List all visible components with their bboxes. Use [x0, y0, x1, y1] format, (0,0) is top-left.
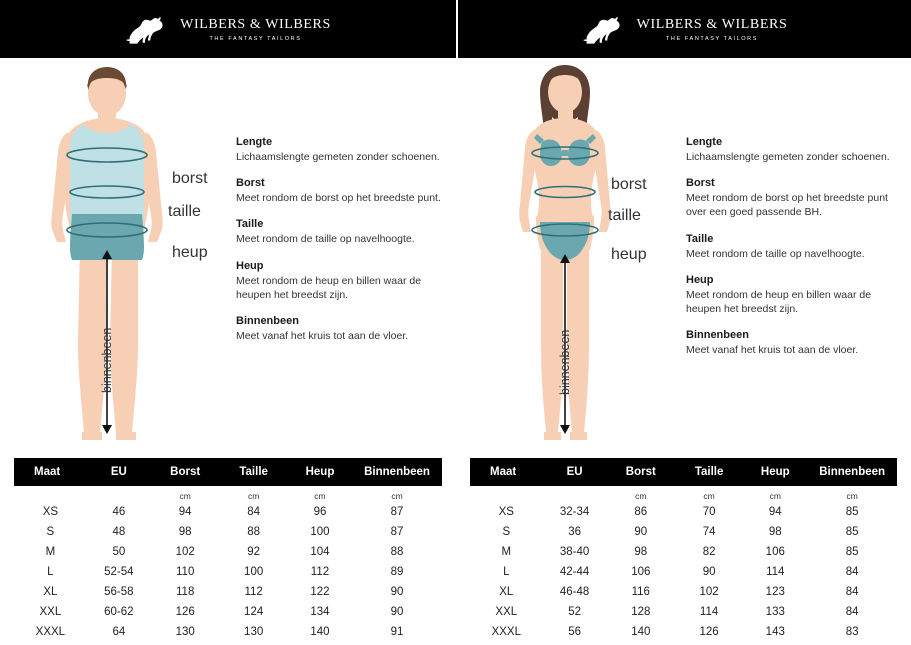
label-heup: heup: [611, 246, 647, 263]
instruction-title: Heup: [686, 273, 714, 286]
table-row: [470, 582, 897, 602]
cell-binnenbeen: 84: [845, 586, 859, 598]
cell-heup: 122: [310, 586, 330, 598]
header-logo-left: [0, 0, 456, 58]
cell-borst: 90: [634, 526, 648, 538]
cell-taille: 124: [244, 606, 264, 618]
instruction-body: Meet rondom de heup en billen waar de heupen het breedst zijn.: [686, 288, 872, 315]
instruction-body: Meet rondom de heup en billen waar de heupen het breedst zijn.: [236, 274, 422, 301]
cell-binnenbeen: 85: [845, 526, 859, 538]
cell-taille: 114: [699, 606, 719, 618]
instruction-title: Lengte: [236, 136, 273, 148]
cell-maat: S: [46, 526, 55, 538]
cell-eu: 56: [568, 626, 581, 638]
cell-maat: XXXL: [35, 626, 66, 638]
label-binnenbeen: binnenbeen: [100, 327, 114, 393]
instruction-block: [686, 233, 906, 261]
table-row: [470, 502, 897, 522]
table-header-row: [14, 458, 442, 486]
cell-heup: 96: [313, 506, 327, 518]
unit-cell: cm: [635, 491, 647, 501]
cell-eu: 32-34: [559, 506, 590, 518]
cell-taille: 82: [702, 546, 716, 558]
table-header-row: [470, 458, 897, 486]
size-table-men: [14, 458, 442, 642]
horse-logo-icon: [125, 14, 171, 44]
unit-cell: cm: [391, 491, 403, 501]
unit-cell: cm: [179, 491, 191, 501]
table-row: [470, 562, 897, 582]
table-row: [470, 522, 897, 542]
illustration-panels: [0, 58, 911, 458]
th-taille: Taille: [219, 458, 287, 486]
instruction-body: Lichaamslengte gemeten zonder schoenen.: [236, 151, 440, 163]
th-binnenbeen: Binnenbeen: [352, 458, 442, 486]
th-borst: Borst: [607, 458, 675, 486]
cell-borst: 106: [631, 566, 651, 578]
unit-cell: [87, 486, 151, 502]
cell-borst: 110: [176, 566, 195, 578]
cell-maat: XL: [43, 586, 58, 598]
cell-taille: 102: [699, 586, 719, 598]
th-maat: Maat: [470, 458, 543, 486]
unit-cell: [470, 486, 543, 502]
cell-maat: M: [45, 546, 56, 558]
cell-maat: XXXL: [491, 626, 521, 638]
cell-eu: 50: [112, 546, 126, 558]
table-row: [470, 622, 897, 642]
cell-binnenbeen: 87: [390, 506, 404, 518]
cell-taille: 92: [247, 546, 261, 558]
label-taille: taille: [168, 203, 201, 220]
cell-taille: 126: [699, 626, 719, 638]
cell-borst: 86: [634, 506, 648, 518]
cell-binnenbeen: 83: [845, 626, 859, 638]
table-row: [470, 602, 897, 622]
instructions-women: [686, 136, 906, 370]
instruction-title: Binnenbeen: [236, 314, 299, 327]
instruction-body: Meet vanaf het kruis tot aan de vloer.: [686, 344, 859, 357]
size-table-women: [470, 458, 897, 642]
cell-eu: 46: [112, 506, 126, 518]
cell-heup: 143: [765, 626, 785, 638]
instruction-body: Meet rondom de taille op navelhoogte.: [686, 247, 865, 260]
cell-borst: 98: [634, 546, 648, 558]
instruction-body: Meet vanaf het kruis tot aan de vloer.: [236, 329, 409, 342]
unit-row: [14, 486, 442, 502]
cell-eu: 52: [568, 606, 581, 618]
cell-eu: 36: [568, 526, 581, 538]
cell-binnenbeen: 85: [845, 546, 859, 558]
instruction-block: [686, 177, 906, 219]
instruction-title: Borst: [236, 177, 265, 190]
instruction-title: Binnenbeen: [686, 329, 749, 342]
cell-taille: 84: [247, 506, 261, 518]
cell-binnenbeen: 88: [390, 546, 404, 558]
th-borst: Borst: [151, 458, 219, 486]
unit-cell: cm: [846, 491, 858, 501]
instruction-body: Meet rondom de borst op het breedste punt.: [236, 192, 441, 205]
cell-binnenbeen: 90: [390, 606, 404, 618]
instruction-title: Heup: [236, 259, 264, 272]
cell-binnenbeen: 87: [390, 526, 404, 538]
cell-maat: L: [47, 566, 54, 578]
table-row: [14, 502, 442, 522]
unit-cell: cm: [314, 491, 326, 501]
cell-heup: 100: [310, 526, 330, 538]
table-row: [14, 582, 442, 602]
cell-eu: 38-40: [559, 546, 590, 558]
cell-maat: L: [503, 566, 510, 578]
logo-right: [582, 14, 788, 44]
cell-maat: S: [502, 526, 511, 538]
horse-logo-icon: [582, 14, 628, 44]
cell-taille: 130: [244, 626, 264, 638]
brand-name: WILBERS & WILBERS: [636, 16, 788, 32]
table-head: [470, 458, 897, 486]
cell-heup: 140: [310, 626, 330, 638]
cell-heup: 114: [766, 566, 785, 578]
table-head: [14, 458, 442, 486]
cell-maat: M: [501, 546, 512, 558]
instruction-title: Borst: [686, 177, 715, 190]
brand-name: WILBERS & WILBERS: [180, 16, 331, 32]
instruction-block: [686, 274, 906, 316]
logo-text-right: [637, 17, 788, 42]
cell-maat: XXL: [39, 606, 62, 618]
cell-eu: 52-54: [104, 566, 134, 578]
cell-taille: 100: [244, 566, 264, 578]
cell-taille: 70: [702, 506, 716, 518]
table-body: [14, 486, 442, 642]
cell-binnenbeen: 89: [390, 566, 404, 578]
brand-tagline: THE FANTASY TAILORS: [209, 35, 302, 42]
th-eu: EU: [87, 458, 151, 486]
cell-borst: 102: [175, 546, 195, 558]
cell-taille: 74: [702, 526, 716, 538]
instructions-men: [236, 136, 451, 356]
th-heup: Heup: [288, 458, 352, 486]
cell-eu: 48: [112, 526, 126, 538]
instruction-block: [686, 136, 906, 164]
cell-eu: 56-58: [104, 586, 134, 598]
instruction-block: [236, 136, 451, 164]
header-logo-right: [456, 0, 911, 58]
panel-women: [456, 58, 911, 458]
unit-cell: cm: [247, 491, 260, 501]
unit-cell: [543, 486, 607, 502]
logo-left: [125, 14, 331, 44]
cell-borst: 126: [175, 606, 195, 618]
brand-tagline: THE FANTASY TAILORS: [665, 35, 759, 42]
cell-binnenbeen: 91: [390, 626, 404, 638]
cell-taille: 88: [247, 526, 261, 538]
cell-heup: 104: [310, 546, 330, 558]
cell-borst: 118: [176, 586, 195, 598]
cell-maat: XXL: [495, 606, 518, 618]
instruction-title: Taille: [686, 232, 714, 245]
instruction-title: Lengte: [686, 136, 723, 148]
instruction-block: [236, 177, 451, 205]
label-binnenbeen: binnenbeen: [558, 329, 572, 395]
instruction-title: Taille: [236, 218, 264, 231]
cell-eu: 60-62: [104, 606, 134, 618]
instruction-body: Meet rondom de taille op navelhoogte.: [236, 233, 415, 246]
cell-borst: 94: [178, 506, 192, 518]
cell-taille: 90: [702, 566, 716, 578]
th-taille: Taille: [675, 458, 743, 486]
cell-binnenbeen: 85: [845, 506, 859, 518]
th-heup: Heup: [743, 458, 807, 486]
header-bar: [0, 0, 911, 58]
table-row: [14, 602, 442, 622]
unit-row: [470, 486, 897, 502]
cell-eu: 42-44: [559, 566, 590, 578]
cell-heup: 133: [765, 606, 785, 618]
cell-eu: 64: [112, 626, 126, 638]
table-row: [470, 542, 897, 562]
size-table-women-wrap: [456, 458, 911, 642]
label-borst: borst: [172, 170, 208, 187]
instruction-body: Meet rondom de borst op het breedste punt over een goed passende BH.: [686, 192, 888, 219]
th-binnenbeen: Binnenbeen: [807, 458, 897, 486]
cell-maat: XS: [42, 506, 59, 518]
cell-heup: 106: [765, 546, 785, 558]
cell-heup: 94: [768, 506, 782, 518]
cell-maat: XL: [499, 586, 514, 598]
cell-heup: 98: [768, 526, 782, 538]
cell-borst: 116: [631, 586, 650, 598]
cell-taille: 112: [244, 586, 263, 598]
cell-borst: 128: [631, 606, 651, 618]
unit-cell: [14, 486, 87, 502]
th-eu: EU: [543, 458, 607, 486]
cell-eu: 46-48: [559, 586, 590, 598]
label-heup: heup: [172, 244, 208, 261]
cell-binnenbeen: 84: [845, 606, 859, 618]
label-borst: borst: [611, 176, 647, 193]
table-row: [14, 622, 442, 642]
label-taille: taille: [608, 207, 641, 224]
cell-binnenbeen: 90: [390, 586, 404, 598]
cell-heup: 123: [765, 586, 785, 598]
cell-binnenbeen: 84: [845, 566, 859, 578]
cell-borst: 98: [178, 526, 192, 538]
unit-cell: cm: [703, 491, 715, 501]
cell-heup: 112: [310, 566, 330, 578]
instruction-block: [686, 329, 906, 357]
instruction-block: [236, 218, 451, 246]
logo-text-left: [180, 17, 331, 42]
cell-borst: 140: [631, 626, 651, 638]
instruction-body: Lichaamslengte gemeten zonder schoenen.: [686, 151, 890, 163]
th-maat: Maat: [14, 458, 87, 486]
size-tables: [0, 458, 911, 642]
cell-heup: 134: [310, 606, 330, 618]
table-row: [14, 522, 442, 542]
size-table-men-wrap: [0, 458, 456, 642]
panel-men: [0, 58, 456, 458]
instruction-block: [236, 260, 451, 302]
unit-cell: cm: [769, 491, 781, 501]
table-body: [470, 486, 897, 642]
table-row: [14, 562, 442, 582]
instruction-block: [236, 315, 451, 343]
cell-maat: XS: [498, 506, 514, 518]
cell-borst: 130: [175, 626, 195, 638]
table-row: [14, 542, 442, 562]
